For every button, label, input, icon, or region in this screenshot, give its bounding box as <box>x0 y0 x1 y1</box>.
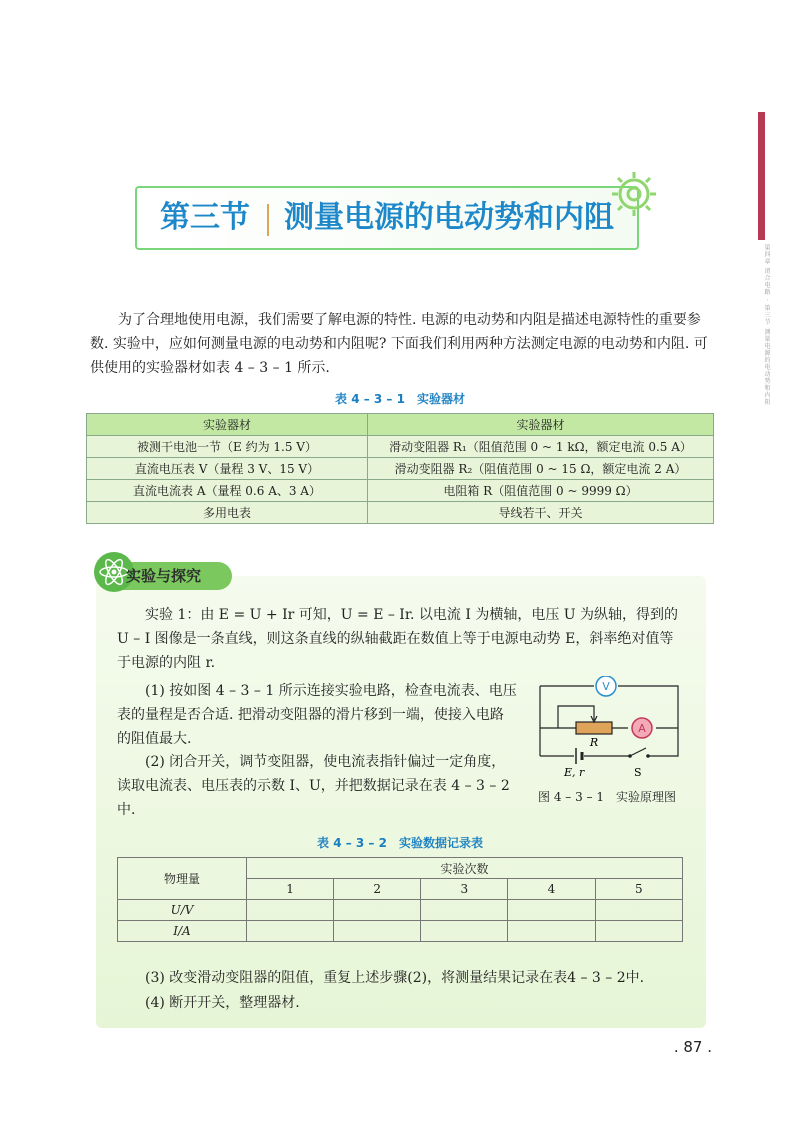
table2-caption: 表 4 – 3 – 2 实验数据记录表 <box>317 836 483 850</box>
table-row <box>87 480 714 502</box>
page-title: 测量电源的电动势和内阻 <box>284 200 614 235</box>
table-cell <box>508 900 595 921</box>
table-row <box>118 921 683 942</box>
data-record-table <box>117 857 683 942</box>
title-separator <box>267 204 269 236</box>
table-cell <box>334 921 421 942</box>
circuit-diagram <box>534 676 684 786</box>
switch-label: S <box>634 766 642 779</box>
table1-caption: 表 4 – 3 – 1 实验器材 <box>335 392 465 406</box>
trial-number: 4 <box>508 879 595 900</box>
table-cell <box>595 921 682 942</box>
trial-number: 1 <box>247 879 334 900</box>
table-cell <box>247 921 334 942</box>
table-cell <box>247 900 334 921</box>
page-number: . 87 . <box>673 1038 712 1056</box>
table-cell <box>595 900 682 921</box>
table-cell: 多用电表 <box>87 502 368 524</box>
row-label: I/A <box>118 921 247 942</box>
experiment-title: 实验与探究 <box>126 567 202 585</box>
table-cell: 滑动变阻器 R₂（阻值范围 0 ~ 15 Ω，额定电流 2 A） <box>368 458 714 480</box>
table-cell: 电阻箱 R（阻值范围 0 ~ 9999 Ω） <box>368 480 714 502</box>
equipment-table <box>86 413 714 524</box>
row-label: U/V <box>118 900 247 921</box>
table-header-cell: 实验器材 <box>87 414 368 436</box>
step3-paragraph: (3) 改变滑动变阻器的阻值，重复上述步骤(2)，将测量结果记录在表4 – 3 – 2中. <box>145 970 645 986</box>
ammeter-label: A <box>638 722 646 735</box>
table-header-row <box>87 414 714 436</box>
gear-icon <box>604 164 664 224</box>
step2-paragraph: (2) 闭合开关，调节变阻器，使电流表指针偏过一定角度，读取电流表、电压表的示数 I、U，并把数据记录在表 4 – 3 – 2 中. <box>117 754 510 818</box>
step1-paragraph: (1) 按如图 4 – 3 – 1 所示连接实验电路，检查电流表、电压表的量程是否合适. 把滑动变阻器的滑片移到一端，使接入电路的阻值最大. <box>117 683 517 747</box>
trial-number: 3 <box>421 879 508 900</box>
voltmeter-label: V <box>602 680 610 693</box>
section-number: 第三节 <box>160 200 250 235</box>
table-cell <box>421 900 508 921</box>
table-header-cell: 实验器材 <box>368 414 714 436</box>
battery-label: E, r <box>564 766 585 779</box>
step4-paragraph: (4) 断开开关，整理器材. <box>145 995 300 1011</box>
chapter-side-tab <box>758 112 765 240</box>
table-cell: 导线若干、开关 <box>368 502 714 524</box>
table-row <box>87 458 714 480</box>
table-cell: 直流电流表 A（量程 0.6 A、3 A） <box>87 480 368 502</box>
trials-header: 实验次数 <box>247 858 683 879</box>
rheostat-label: R <box>589 736 599 749</box>
table-row <box>118 900 683 921</box>
table-cell: 滑动变阻器 R₁（阻值范围 0 ~ 1 kΩ，额定电流 0.5 A） <box>368 436 714 458</box>
table-cell: 被测干电池一节（E 约为 1.5 V） <box>87 436 368 458</box>
table-cell <box>421 921 508 942</box>
table-cell: 直流电压表 V（量程 3 V、15 V） <box>87 458 368 480</box>
table-cell <box>508 921 595 942</box>
trial-number: 5 <box>595 879 682 900</box>
side-tab-text: 第四章 闭合电路 · 第三节 测量电源的电动势和内阻 <box>763 244 770 406</box>
trial-number: 2 <box>334 879 421 900</box>
quantity-header: 物理量 <box>118 858 247 900</box>
table-header-row <box>118 858 683 879</box>
table-cell <box>334 900 421 921</box>
table-row <box>87 436 714 458</box>
intro-paragraph: 为了合理地使用电源，我们需要了解电源的特性. 电源的电动势和内阻是描述电源特性的重要参数. 实验中，应如何测量电源的电动势和内阻呢? 下面我们利用两种方法测定电源的电动势和内阻. 可供使用的实验器材如表 4 – 3 – 1 所示. <box>90 312 708 376</box>
experiment1-paragraph: 实验 1：由 E = U + Ir 可知，U = E – Ir. 以电流 I 为横轴，电压 U 为纵轴，得到的 U – I 图像是一条直线，则这条直线的纵轴截距在数值上等于电源电动势 E，斜率绝对值等于电源的内阻 r. <box>117 607 679 671</box>
figure-caption: 图 4 – 3 – 1 实验原理图 <box>538 790 676 804</box>
table-row <box>87 502 714 524</box>
